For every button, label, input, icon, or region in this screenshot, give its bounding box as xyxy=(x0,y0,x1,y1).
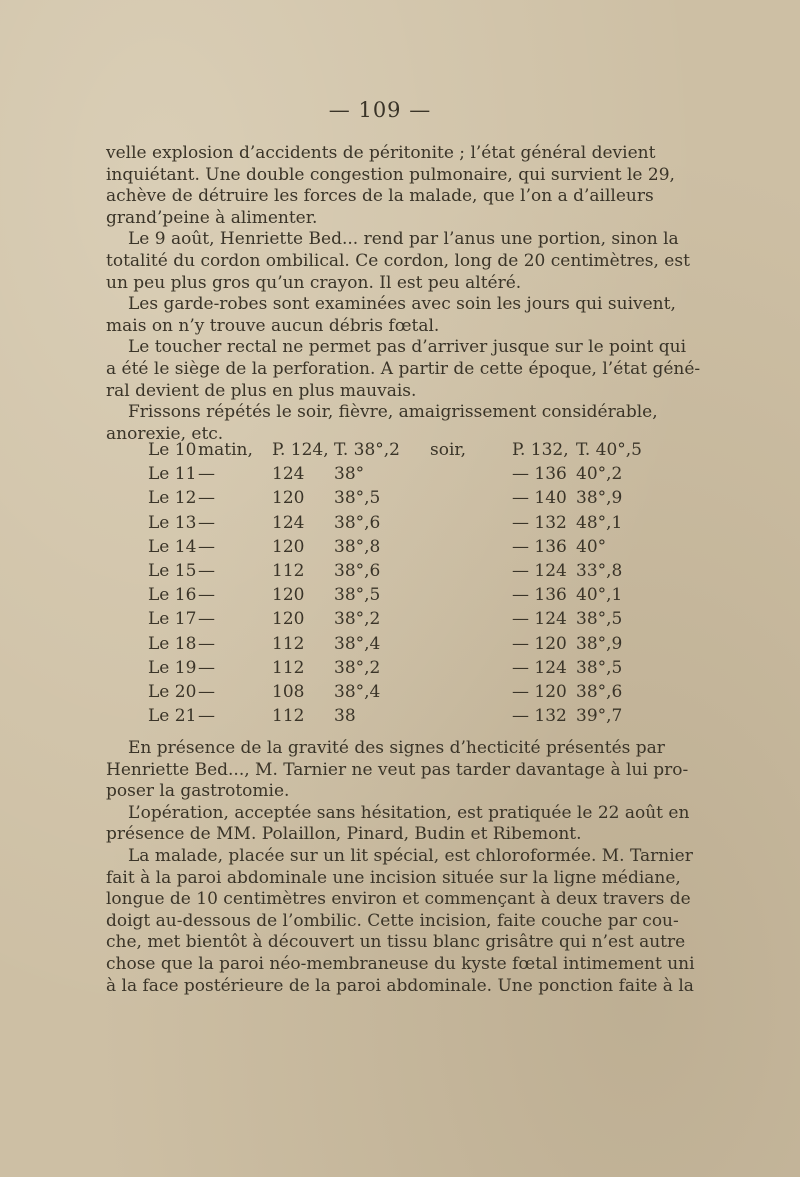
table-temp-evening: 38°,5 xyxy=(576,657,623,678)
text-line: a été le siège de la perforation. A partir de cette époque, l’état géné- xyxy=(106,358,701,379)
table-temp-morning: 38°,8 xyxy=(334,536,381,557)
text-line: chose que la paroi néo-membraneuse du kyste fœtal intimement uni xyxy=(106,953,695,974)
table-temp-evening: 33°,8 xyxy=(576,561,623,581)
table-pulse-morning: 108 xyxy=(272,682,305,702)
table-pulse-evening: — 140 xyxy=(512,488,567,509)
table-pulse-morning: 112 xyxy=(272,633,305,654)
table-pulse-evening: — 132 xyxy=(512,512,567,533)
table-pulse-morning: 120 xyxy=(272,536,305,557)
text-line: Henriette Bed..., M. Tarnier ne veut pas tarder davantage à lui pro- xyxy=(106,759,689,780)
table-row xyxy=(148,585,648,609)
table-time: — xyxy=(198,536,215,557)
table-row xyxy=(148,464,648,488)
table-pulse-evening: — 124 xyxy=(512,609,567,630)
text-line: doigt au-dessous de l’ombilic. Cette incision, faite couche par cou- xyxy=(106,910,679,931)
table-row xyxy=(148,440,648,464)
table-time: — xyxy=(198,488,215,509)
text-block-top xyxy=(106,143,701,445)
table-pulse-morning: 112 xyxy=(272,561,305,581)
text-line: longue de 10 centimètres environ et commençant à deux travers de xyxy=(106,889,691,910)
table-date: Le 15 xyxy=(148,561,197,581)
table-temp-morning: 38°,2 xyxy=(334,609,381,630)
table-pulse-evening: — 136 xyxy=(512,464,567,485)
table-temp-evening: 38°,6 xyxy=(576,682,623,702)
text-line: Les garde-robes sont examinées avec soin les jours qui suivent, xyxy=(128,294,676,315)
table-temp-evening: 38°,5 xyxy=(576,609,623,630)
table-temp-morning: T. 38°,2 xyxy=(334,440,400,460)
table-pulse-morning: 124 xyxy=(272,512,305,533)
table-time: — xyxy=(198,706,215,727)
table-pulse-evening: — 124 xyxy=(512,561,567,581)
text-line: L’opération, acceptée sans hésitation, est pratiquée le 22 août en xyxy=(128,802,690,823)
table-pulse-evening: — 136 xyxy=(512,585,567,606)
table-date: Le 14 xyxy=(148,536,197,557)
text-line: totalité du cordon ombilical. Ce cordon, long de 20 centimètres, est xyxy=(106,250,690,271)
table-temp-morning: 38 xyxy=(334,706,356,727)
table-temp-morning: 38°,2 xyxy=(334,657,381,678)
table-time: — xyxy=(198,512,215,533)
table-pulse-morning: 124 xyxy=(272,464,305,485)
table-pulse-evening: — 120 xyxy=(512,633,567,654)
table-temp-morning: 38°,6 xyxy=(334,561,381,581)
table-temp-evening: 39°,7 xyxy=(576,706,623,727)
text-line: présence de MM. Polaillon, Pinard, Budin et Ribemont. xyxy=(106,824,582,845)
table-temp-evening: 40° xyxy=(576,536,607,557)
text-line: Le 9 août, Henriette Bed... rend par l’anus une portion, sinon la xyxy=(128,229,679,250)
table-pulse-morning: P. 124, xyxy=(272,440,329,460)
table-row xyxy=(148,488,648,512)
text-line: En présence de la gravité des signes d’hecticité présentés par xyxy=(128,738,665,758)
table-pulse-evening: — 136 xyxy=(512,536,567,557)
table-date: Le 10 xyxy=(148,440,197,460)
table-temp-morning: 38°,5 xyxy=(334,585,381,606)
table-time: — xyxy=(198,464,215,485)
table-time: — xyxy=(198,561,215,581)
table-temp-morning: 38°,6 xyxy=(334,512,381,533)
table-row xyxy=(148,561,648,585)
table-row xyxy=(148,634,648,658)
table-time: — xyxy=(198,633,215,654)
table-temp-evening: 38°,9 xyxy=(576,633,623,654)
page-number: — 109 — xyxy=(328,98,432,122)
table-row xyxy=(148,706,648,730)
table-pulse-evening: — 132 xyxy=(512,706,567,727)
table-row xyxy=(148,682,648,706)
table-row xyxy=(148,537,648,561)
text-line: Frissons répétés le soir, fièvre, amaigrissement considérable, xyxy=(128,402,658,423)
text-line: achève de détruire les forces de la malade, que l’on a d’ailleurs xyxy=(106,186,654,207)
text-line: ral devient de plus en plus mauvais. xyxy=(106,380,417,401)
table-pulse-morning: 112 xyxy=(272,706,305,727)
text-line: poser la gastrotomie. xyxy=(106,781,290,802)
table-row xyxy=(148,513,648,537)
table-pulse-morning: 112 xyxy=(272,657,305,678)
table-evening: soir, xyxy=(430,440,467,460)
table-row xyxy=(148,609,648,633)
table-date: Le 13 xyxy=(148,512,197,533)
text-line: anorexie, etc. xyxy=(106,423,224,444)
text-line: un peu plus gros qu’un crayon. Il est peu altéré. xyxy=(106,272,522,293)
table-date: Le 12 xyxy=(148,488,197,509)
table-date: Le 21 xyxy=(148,706,197,727)
table-time: — xyxy=(198,657,215,678)
table-date: Le 16 xyxy=(148,585,197,606)
table-time: matin, xyxy=(198,440,253,460)
table-date: Le 19 xyxy=(148,657,197,678)
text-line: mais on n’y trouve aucun débris fœtal. xyxy=(106,315,440,336)
table-pulse-morning: 120 xyxy=(272,488,305,509)
table-date: Le 17 xyxy=(148,609,197,630)
temperature-table xyxy=(148,440,648,727)
table-date: Le 20 xyxy=(148,682,197,702)
table-temp-evening: 40°,2 xyxy=(576,464,623,485)
table-time: — xyxy=(198,585,215,606)
text-line: grand’peine à alimenter. xyxy=(106,207,318,228)
text-line: fait à la paroi abdominale une incision située sur la ligne médiane, xyxy=(106,867,681,888)
table-pulse-evening: P. 132, xyxy=(512,440,569,460)
table-time: — xyxy=(198,682,215,702)
table-temp-evening: T. 40°,5 xyxy=(576,440,642,460)
text-line: à la face postérieure de la paroi abdominale. Une ponction faite à la xyxy=(106,975,694,996)
table-date: Le 11 xyxy=(148,464,197,485)
table-temp-morning: 38°,5 xyxy=(334,488,381,509)
text-line: La malade, placée sur un lit spécial, est chloroformée. M. Tarnier xyxy=(128,845,693,866)
table-row xyxy=(148,658,648,682)
table-temp-morning: 38° xyxy=(334,464,365,485)
table-temp-morning: 38°,4 xyxy=(334,633,381,654)
text-line: che, met bientôt à découvert un tissu blanc grisâtre qui n’est autre xyxy=(106,932,686,953)
table-temp-evening: 48°,1 xyxy=(576,512,623,533)
table-temp-morning: 38°,4 xyxy=(334,682,381,702)
text-line: Le toucher rectal ne permet pas d’arriver jusque sur le point qui xyxy=(128,337,687,358)
table-date: Le 18 xyxy=(148,633,197,654)
table-time: — xyxy=(198,609,215,630)
table-pulse-morning: 120 xyxy=(272,609,305,630)
table-pulse-evening: — 120 xyxy=(512,682,567,702)
text-line: inquiétant. Une double congestion pulmonaire, qui survient le 29, xyxy=(106,164,675,185)
table-pulse-evening: — 124 xyxy=(512,657,567,678)
text-block-bottom xyxy=(106,738,695,997)
text-line: velle explosion d’accidents de péritonite ; l’état général devient xyxy=(106,143,656,163)
table-temp-evening: 40°,1 xyxy=(576,585,623,606)
table-pulse-morning: 120 xyxy=(272,585,305,606)
table-temp-evening: 38°,9 xyxy=(576,488,623,509)
